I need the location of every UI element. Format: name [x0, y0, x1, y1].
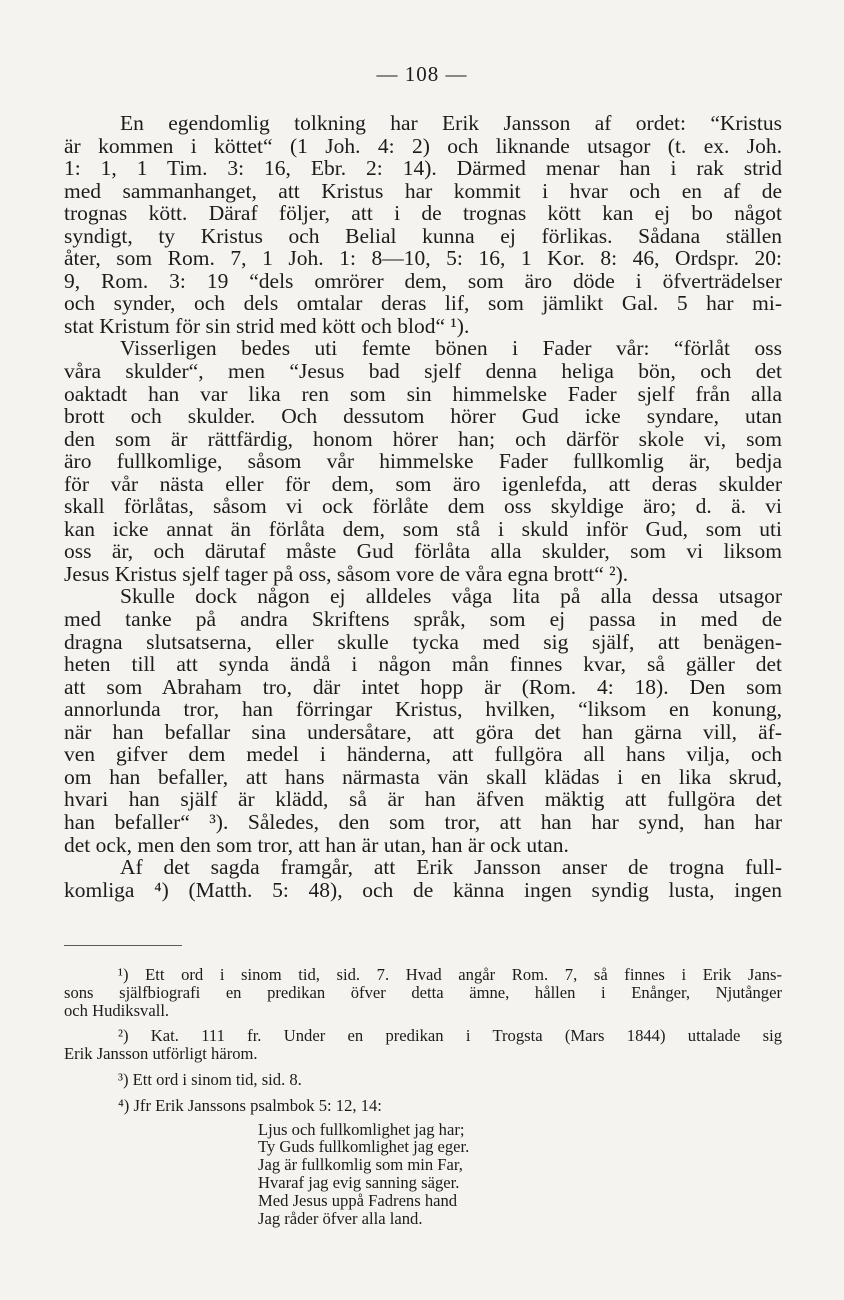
- text-line: oss är, och därutaf måste Gud förlåta alla skulder, som vi liksom: [64, 539, 782, 564]
- text-line: komliga ⁴) (Matth. 5: 48), och de känna ingen syndig lusta, ingen: [64, 877, 782, 902]
- page-number: — 108 —: [376, 62, 468, 86]
- text-line: ven gifver dem medel i händerna, att fullgöra all hans vilja, och: [64, 742, 782, 767]
- footnote-divider: [64, 945, 182, 946]
- footnote-line: sons själfbiografi en predikan öfver detta ämne, hållen i Enånger, Njutånger: [64, 982, 782, 1002]
- body-text: [64, 112, 782, 901]
- hymn-line: Ty Guds fullkomlighet jag eger.: [258, 1137, 470, 1157]
- text-line: äro fullkomlige, såsom vår himmelske Fader fullkomlig är, bedja: [64, 449, 782, 474]
- text-line: åter, som Rom. 7, 1 Joh. 1: 8—10, 5: 16, 1 Kor. 8: 46, Ordspr. 20:: [64, 246, 782, 271]
- hymn-line: Ljus och fullkomlighet jag har;: [258, 1119, 465, 1139]
- text-line: med sammanhanget, att Kristus har kommit i hvar och en af de: [64, 178, 782, 203]
- text-line: den som är rättfärdig, honom hörer han; och därför skole vi, som: [64, 426, 782, 451]
- text-line: oaktadt han var lika ren som sin himmelske Fader sjelf från alla: [64, 381, 782, 406]
- footnote-line: ³) Ett ord i sinom tid, sid. 8.: [118, 1069, 302, 1089]
- text-line: En egendomlig tolkning har Erik Jansson af ordet: “Kristus: [120, 111, 782, 135]
- text-line: brott och skulder. Och dessutom hörer Gud icke syndare, utan: [64, 404, 782, 429]
- text-line: trognas kött. Däraf följer, att i de trognas kött kan ej bo något: [64, 201, 782, 226]
- text-line: det ock, men den som tror, att han är utan, han är ock utan.: [64, 832, 569, 857]
- hymn-line: Med Jesus uppå Fadrens hand: [258, 1190, 458, 1210]
- text-line: han befaller“ ³). Således, den som tror, att han har synd, han har: [64, 809, 782, 834]
- text-line: Visserligen bedes uti femte bönen i Fader vår: “förlåt oss: [120, 336, 782, 361]
- text-line: Af det sagda framgår, att Erik Jansson anser de trogna full-: [120, 855, 782, 880]
- footnote-line: Erik Jansson utförligt härom.: [64, 1044, 258, 1064]
- footnote-line: ⁴) Jfr Erik Janssons psalmbok 5: 12, 14:: [118, 1095, 382, 1115]
- text-line: är kommen i köttet“ (1 Joh. 4: 2) och liknande utsagor (t. ex. Joh.: [64, 133, 782, 158]
- footnotes: [64, 945, 782, 1227]
- text-line: 1: 1, 1 Tim. 3: 16, Ebr. 2: 14). Därmed menar han i rak strid: [64, 156, 782, 181]
- text-line: Skulle dock någon ej alldeles våga lita på alla dessa utsagor: [120, 584, 782, 609]
- text-line: och synder, och dels omtalar deras lif, som jämlikt Gal. 5 har mi-: [64, 291, 782, 316]
- hymn-line: Jag råder öfver alla land.: [258, 1208, 423, 1228]
- text-line: med tanke på andra Skriftens språk, som ej passa in med de: [64, 607, 782, 632]
- footnote-line: och Hudiksvall.: [64, 1000, 170, 1020]
- text-line: 9, Rom. 3: 19 “dels omrörer dem, som äro döde i öfverträdelser: [64, 268, 782, 293]
- footnote-line: ¹) Ett ord i sinom tid, sid. 7. Hvad angår Rom. 7, så finnes i Erik Jans-: [118, 965, 782, 984]
- text-line: stat Kristum för sin strid med kött och blod“ ¹).: [64, 313, 470, 338]
- text-line: när han befallar sina undersåtare, att göra det han gärna vill, äf-: [64, 719, 782, 744]
- text-line: kan icke annat än förlåta dem, som stå i skuld inför Gud, som uti: [64, 516, 782, 541]
- text-line: dragna slutsatserna, eller skulle tycka med sig själf, att benägen-: [64, 629, 782, 654]
- text-line: att som Abraham tro, där intet hopp är (Rom. 4: 18). Den som: [64, 674, 782, 699]
- text-line: för vår nästa eller för dem, som äro igenlefda, att deras skulder: [64, 471, 782, 496]
- text-line: Jesus Kristus sjelf tager på oss, såsom vore de våra egna brott“ ²).: [64, 561, 629, 586]
- text-line: hvari han själf är klädd, så är han äfven mäktig att fullgöra det: [64, 787, 782, 812]
- text-line: syndigt, ty Kristus och Belial kunna ej förlikas. Sådana ställen: [64, 223, 782, 248]
- text-line: om han befaller, att hans närmasta vän skall klädas i en lika skrud,: [64, 764, 782, 789]
- text-line: heten till att synda ändå i någon mån finnes kvar, så gäller det: [64, 652, 782, 677]
- text-line: annorlunda tror, han förringar Kristus, hvilken, “liksom en konung,: [64, 697, 782, 722]
- text-line: skall förlåtas, såsom vi ock förlåte dem oss skyldige äro; d. ä. vi: [64, 494, 782, 519]
- hymn-line: Hvaraf jag evig sanning säger.: [258, 1172, 460, 1192]
- quoted-hymn: [64, 1121, 782, 1228]
- hymn-line: Jag är fullkomlig som min Far,: [258, 1155, 463, 1175]
- footnote-line: ²) Kat. 111 fr. Under en predikan i Trogsta (Mars 1844) uttalade sig: [118, 1026, 782, 1046]
- text-line: våra skulder“, men “Jesus bad sjelf denna heliga bön, och det: [64, 359, 782, 384]
